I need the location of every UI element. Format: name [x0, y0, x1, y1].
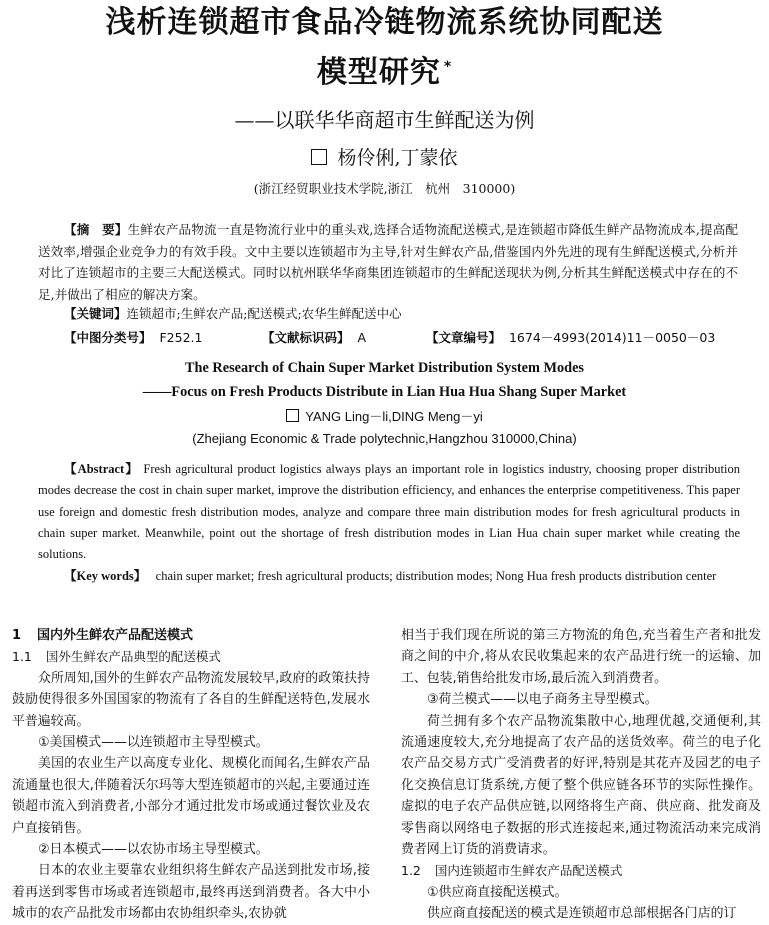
authors [0, 149, 769, 168]
body-right-column [401, 625, 761, 925]
affiliation: (浙江经贸职业技术学院,浙江 杭州 310000) [253, 181, 516, 196]
section-1-2-title: 国内连锁超市生鲜农产品配送模式 [434, 863, 623, 879]
author-box-icon [311, 149, 327, 165]
body-left-column [12, 625, 370, 925]
abstract-en [38, 459, 740, 565]
clc-value: F252.1 [159, 330, 203, 345]
netherlands-mode-heading: ③荷兰模式——以电子商务主导型模式。 [427, 692, 658, 708]
doc-code [262, 332, 366, 345]
clc-number [64, 332, 202, 345]
paper-subtitle: ——以联华华商超市生鲜配送为例 [234, 108, 535, 132]
section-1-1-heading [12, 646, 370, 667]
article-number [426, 332, 715, 345]
paragraph: 众所周知,国外的生鲜农产品物流发展较早,政府的政策扶持鼓励使得很多外国国家的物流有了各自的生鲜配送特色,发展水平普遍较高。 [12, 670, 370, 729]
section-1-1-number: 1.1 [12, 649, 32, 665]
english-title-line1: The Research of Chain Super Market Distribution System Modes [185, 360, 584, 376]
article-id-label: 【文章编号】 [426, 330, 502, 345]
paragraph: 美国的农业生产以高度专业化、规模化而闻名,生鲜农产品流通量也很大,伴随着沃尔玛等大型连锁超市的兴起,主要通过连锁超市流入到消费者,小部分才通过批发市场或通过餐饮业及农户直接销售。 [12, 756, 370, 836]
english-authors [0, 409, 769, 423]
keywords-cn-text: 连锁超市;生鲜农产品;配送模式;农华生鲜配送中心 [126, 306, 402, 321]
abstract-en-label: 【Abstract】 [64, 462, 140, 476]
paper-title-line2-text: 模型研究 [316, 55, 441, 90]
abstract-cn [38, 219, 738, 305]
paragraph: 日本的农业主要靠农业组织将生鲜农产品送到批发市场,接着再送到零售市场或者连锁超市,最终再送到消费者。各大中小城市的农产品批发市场都由农协组织牵头,农协就 [12, 863, 370, 922]
abstract-cn-label: 【摘 要】 [64, 222, 128, 237]
us-mode-heading: ①美国模式——以连锁超市主导型模式。 [38, 735, 269, 751]
section-1-heading [12, 625, 370, 646]
article-id-value: 1674－4993(2014)11－0050－03 [508, 330, 716, 345]
paragraph: 荷兰拥有多个农产品物流集散中心,地理优越,交通便利,其流通速度较大,充分地提高了农产品的送货效率。荷兰的电子化农产品交易方式广受消费者的好评,特别是其花卉及园艺的电子化交换信息订货系统,方便了整个供应链各环节的实际性操作。虚拟的电子农产品供应链,以网络将生产商、供应商、批发商及零售商以网络电子数据的形式连接起来,通过物流活动来完成消费者网上订货的消费请求。 [401, 713, 761, 858]
section-1-title: 国内外生鲜农产品配送模式 [37, 628, 194, 643]
paper-title-line2 [0, 55, 769, 90]
supplier-mode-heading: ①供应商直接配送模式。 [427, 884, 568, 900]
keywords-cn [64, 308, 402, 321]
keywords-cn-label: 【关键词】 [64, 306, 127, 321]
abstract-cn-text: 生鲜农产品物流一直是物流行业中的重头戏,选择合适物流配送模式,是连锁超市降低生鲜产品物流成本,提高配送效率,增强企业竞争力的有效手段。文中主要以连锁超市为主导,针对生鲜农产品,借鉴国内外先进的现有生鲜配送模式,分析并对比了连锁超市的主要三大配送模式。同时以杭州联华华商集团连锁超市的生鲜配送现状为例,分析其生鲜配送模式中存在的不足,并做出了相应的解决方案。 [38, 222, 739, 302]
abstract-en-text: Fresh agricultural product logistics always plays an important role in logistics industry, choosing proper distribution modes decrease the cost in chain super market, improve the distribution efficiency, and enhances the enterprise competitiveness. This paper use foreign and domestic fresh distribution modes, analyze and compare three main distribution modes for fresh agricultural products in chain super market. Meanwhile, point out the shortage of fresh distribution modes in Lian Hua chain super market while creating the solutions. [38, 462, 741, 562]
keywords-en-text: chain super market; fresh agricultural products; distribution modes; Nong Hua fresh products distribution center [155, 569, 717, 583]
doc-label: 【文献标识码】 [262, 330, 350, 345]
english-author-names: YANG Ling－li,DING Meng－yi [305, 409, 483, 424]
clc-label: 【中图分类号】 [64, 330, 152, 345]
english-title-line2: ——Focus on Fresh Products Distribute in Lian Hua Hua Shang Super Market [142, 384, 627, 400]
paragraph: 供应商直接配送的模式是连锁超市总部根据各门店的订 [427, 906, 737, 922]
paragraph: 相当于我们现在所说的第三方物流的角色,充当着生产者和批发商之间的中介,将从农民收集起来的农产品进行统一的运输、加工、包装,销售给批发市场,最后流入到消费者。 [401, 628, 761, 686]
author-names: 杨伶俐,丁蒙依 [337, 147, 458, 169]
section-1-number: 1 [12, 628, 22, 643]
keywords-en [38, 566, 740, 587]
section-1-2-heading [401, 860, 761, 881]
section-1-1-title: 国外生鲜农产品典型的配送模式 [45, 649, 221, 665]
japan-mode-heading: ②日本模式——以农协市场主导型模式。 [38, 842, 269, 858]
section-1-2-number: 1.2 [401, 863, 421, 879]
english-author-box-icon [286, 409, 299, 422]
keywords-en-label: 【Key words】 [64, 569, 147, 583]
english-affiliation: (Zhejiang Economic & Trade polytechnic,Hangzhou 310000,China) [192, 431, 577, 446]
doc-value: A [357, 330, 367, 345]
paper-title-line1: 浅析连锁超市食品冷链物流系统协同配送 [105, 5, 664, 40]
title-footnote-mark: * [443, 59, 453, 75]
